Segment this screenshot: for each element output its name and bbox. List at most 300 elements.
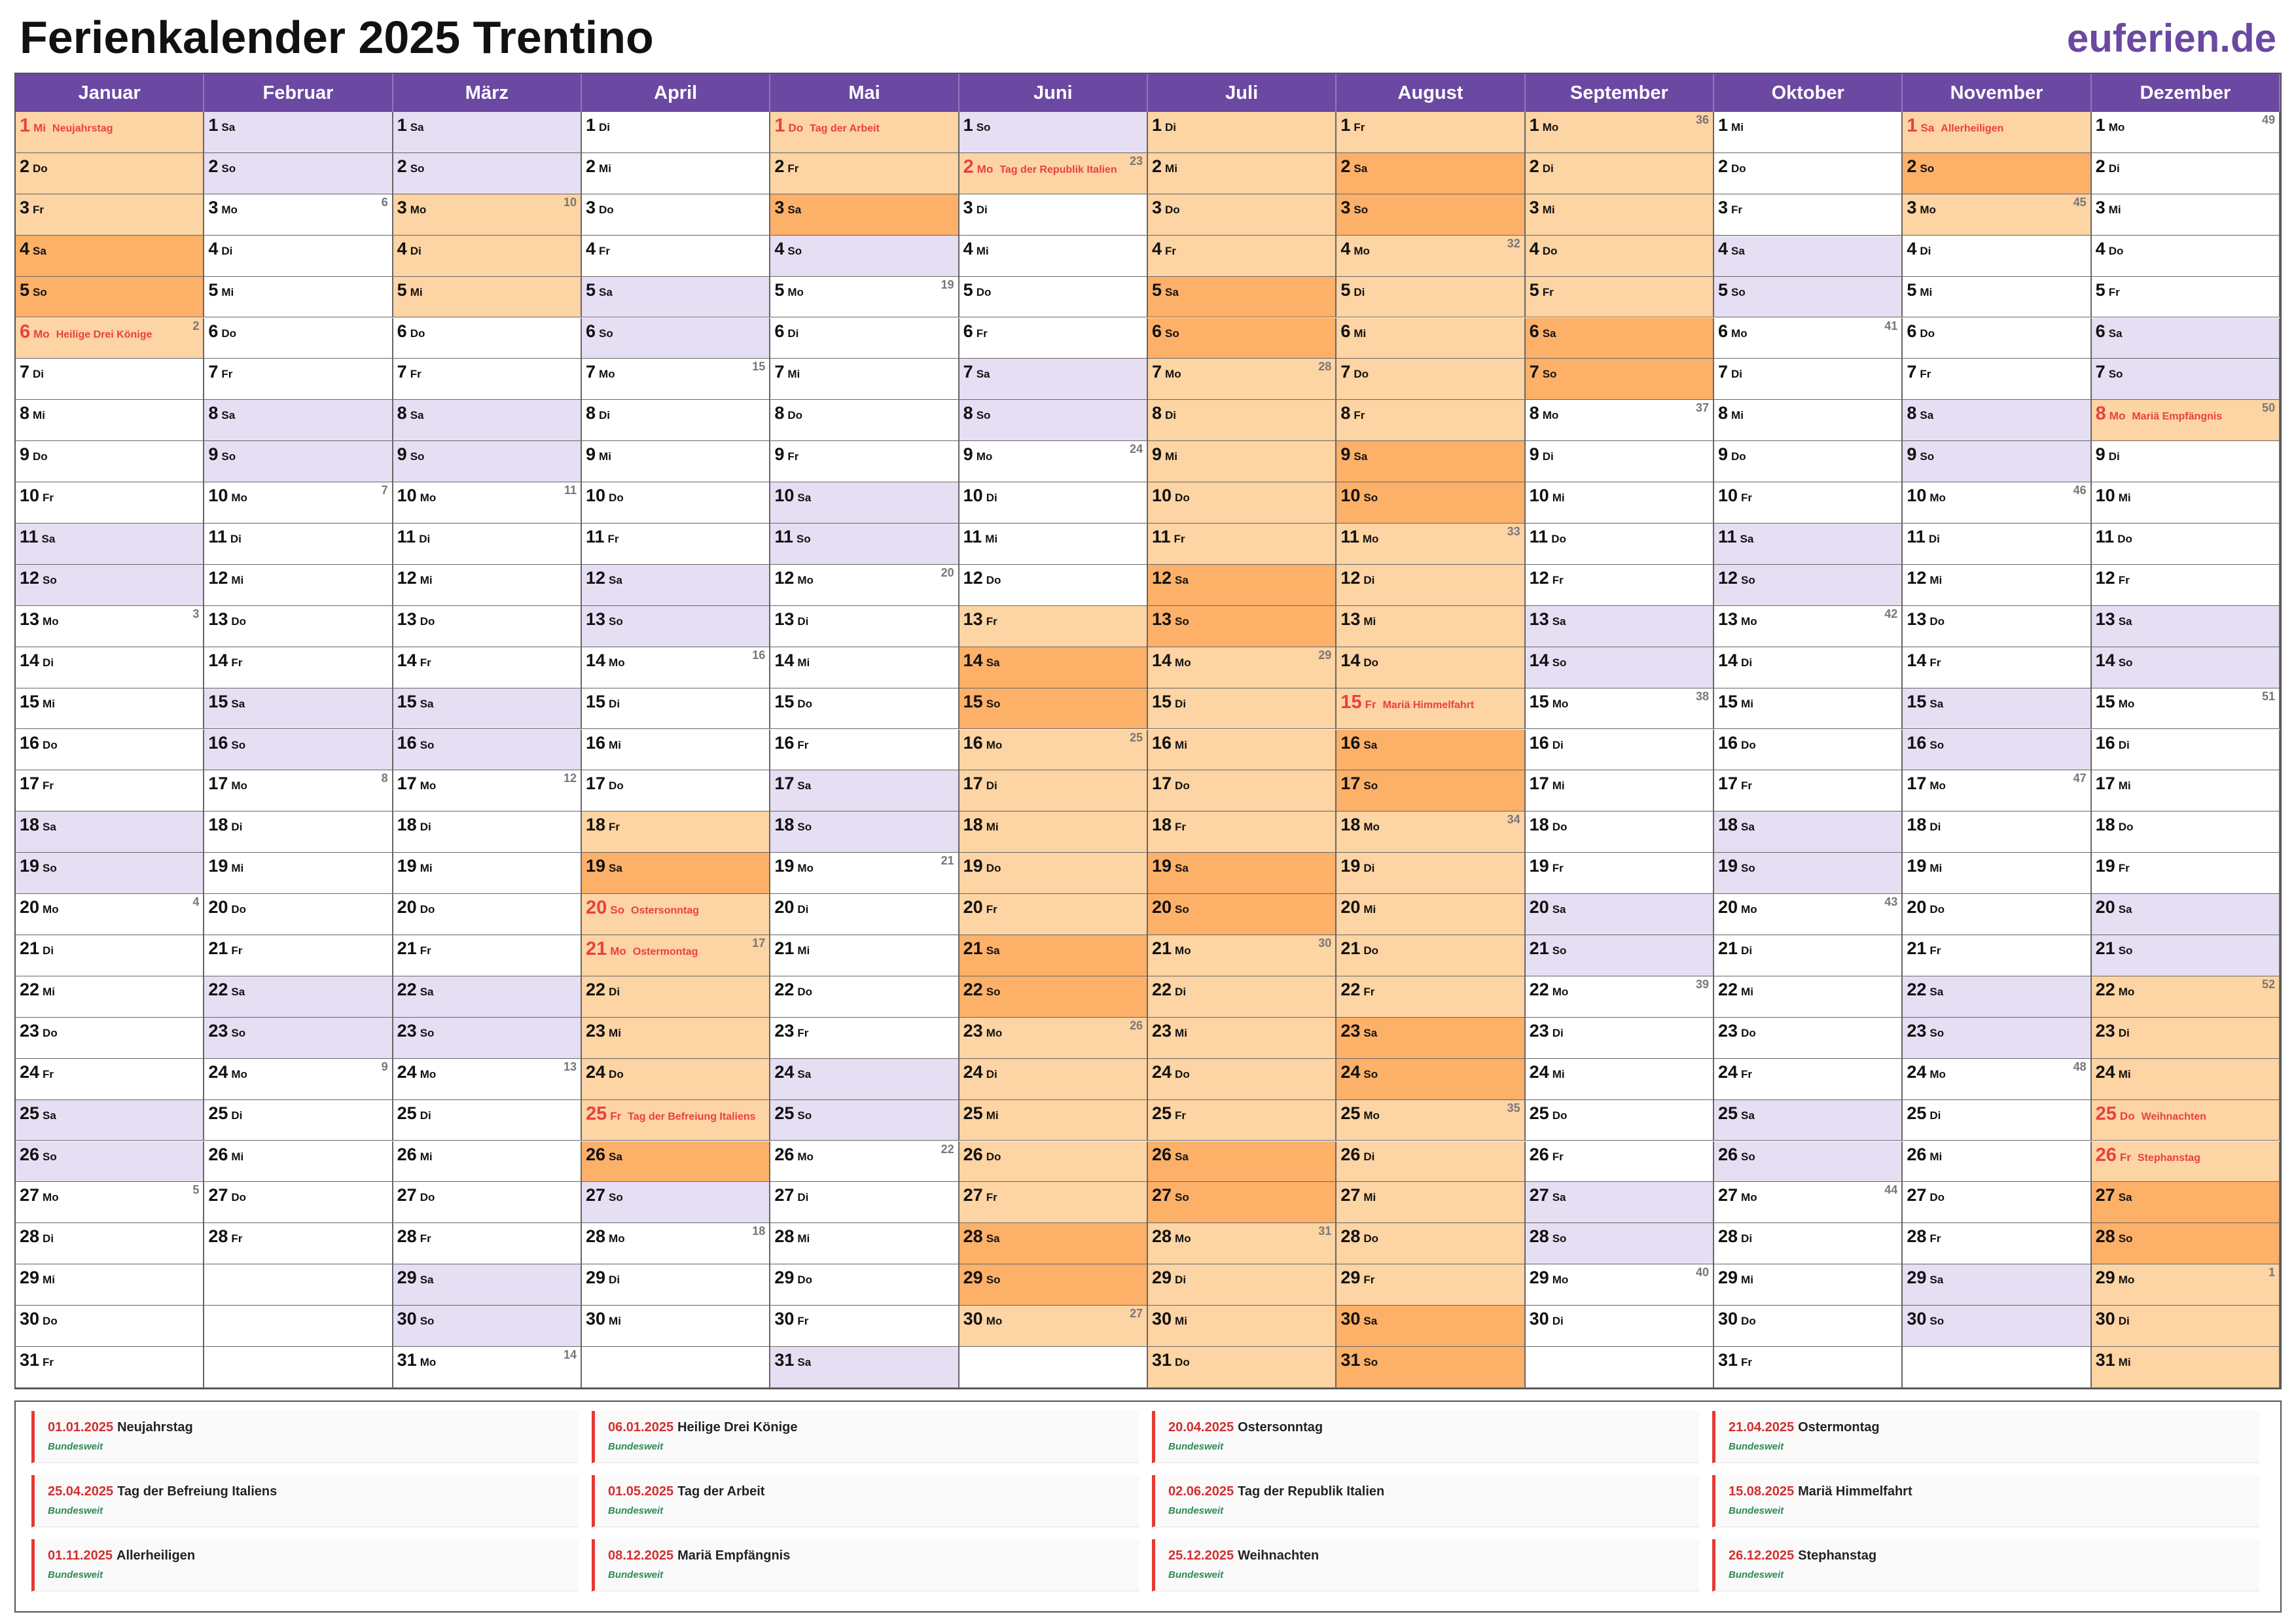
month-header: April <box>582 74 770 112</box>
day-number: 21 Sa <box>963 938 1000 958</box>
weekday-label: Di <box>230 533 242 545</box>
day-number: 8 Di <box>586 403 611 423</box>
day-cell <box>1714 812 1903 853</box>
weekday-label: So <box>420 1315 435 1328</box>
week-number: 49 <box>2261 113 2275 126</box>
day-cell <box>582 1100 770 1141</box>
weekday-label: Sa <box>1740 533 1754 545</box>
day-cell <box>770 770 959 812</box>
day-number: 31 Mo <box>397 1350 437 1370</box>
weekday-label: Sa <box>1552 903 1566 916</box>
holiday-name: Ostersonntag <box>631 905 700 917</box>
day-cell <box>960 277 1148 318</box>
empty-cell <box>1903 1347 2091 1388</box>
day-number: 8 Sa <box>397 403 424 423</box>
weekday-label: Mo <box>33 327 50 340</box>
day-number: 28 Sa <box>963 1226 1000 1247</box>
weekday-label: Do <box>43 1315 58 1328</box>
weekday-label: Sa <box>1731 244 1745 257</box>
day-cell <box>1526 812 1714 853</box>
day-cell <box>1903 1264 2091 1306</box>
day-cell <box>393 1141 582 1183</box>
weekday-label: Sa <box>33 244 46 257</box>
weekday-label: Mi <box>1929 1150 1943 1163</box>
weekday-label: Mo <box>797 862 814 875</box>
day-cell <box>960 1018 1148 1059</box>
weekday-label: Fr <box>420 656 431 669</box>
day-cell <box>1148 812 1336 853</box>
day-number: 16 Di <box>1529 732 1564 753</box>
day-cell <box>204 153 393 194</box>
day-cell <box>393 153 582 194</box>
weekday-label: Mi <box>43 1274 55 1287</box>
day-cell <box>1148 277 1336 318</box>
day-cell <box>393 359 582 400</box>
week-number: 46 <box>2073 484 2087 497</box>
day-cell <box>1714 318 1903 359</box>
day-number: 30 Di <box>1529 1309 1564 1329</box>
day-number: 20 Mo <box>20 897 59 918</box>
day-number: 6 Do <box>397 321 425 341</box>
day-cell <box>582 441 770 482</box>
day-number: 16 Fr <box>774 732 809 753</box>
day-number: 14 Mo <box>1152 650 1191 670</box>
day-cell <box>393 1100 582 1141</box>
weekday-label: Mo <box>797 1150 814 1163</box>
weekday-label: So <box>2108 368 2123 381</box>
day-number: 2 Mi <box>586 156 611 176</box>
weekday-label: Di <box>976 203 988 216</box>
day-number: 14 Mi <box>774 650 810 670</box>
weekday-label: Mo <box>1175 1232 1191 1245</box>
day-number: 13 Mo <box>20 609 59 629</box>
empty-cell <box>582 1347 770 1388</box>
day-cell <box>582 277 770 318</box>
day-number: 3 Mi <box>2095 197 2121 217</box>
weekday-label: Fr <box>610 1109 622 1122</box>
day-cell <box>1903 194 2091 236</box>
legend-region: Bundesweit <box>608 1569 664 1580</box>
day-number: 30 Do <box>20 1309 58 1329</box>
weekday-label: Mi <box>1741 1274 1753 1287</box>
weekday-label: Sa <box>420 697 434 710</box>
day-cell <box>960 935 1148 976</box>
week-number: 17 <box>752 936 766 950</box>
day-number: 19 Sa <box>1152 856 1189 876</box>
weekday-label: Do <box>609 1067 624 1080</box>
weekday-label: Fr <box>1174 533 1185 545</box>
holiday-name: Ostermontag <box>632 946 698 957</box>
day-number: 13 Do <box>208 609 247 629</box>
day-cell <box>204 894 393 935</box>
legend-holiday-name: Allerheiligen <box>117 1548 196 1563</box>
day-number: 19 Mi <box>208 856 244 876</box>
day-cell <box>1148 1347 1336 1388</box>
weekday-label: Di <box>1731 368 1743 381</box>
weekday-label: Fr <box>1175 821 1187 834</box>
day-number: 18 So <box>774 815 812 835</box>
day-cell <box>2092 1018 2280 1059</box>
day-number: 21 Mi <box>774 938 810 958</box>
weekday-label: Mo <box>986 1315 1003 1328</box>
day-cell <box>2092 194 2280 236</box>
day-cell <box>16 770 204 812</box>
empty-cell <box>204 1264 393 1306</box>
day-cell <box>204 770 393 812</box>
weekday-label: So <box>609 1191 623 1204</box>
day-cell <box>2092 112 2280 153</box>
day-number: 22 Fr <box>1340 979 1375 999</box>
day-number: 7 Di <box>20 362 45 382</box>
weekday-label: Di <box>231 1109 243 1122</box>
day-number: 17 So <box>1340 774 1378 794</box>
legend-item <box>1152 1539 1699 1592</box>
day-number: 2 Mi <box>1152 156 1177 176</box>
brand-logo[interactable]: euferien.de <box>2066 16 2276 60</box>
weekday-label: Fr <box>609 821 620 834</box>
week-number: 7 <box>381 484 388 497</box>
weekday-label: Fr <box>1741 491 1753 505</box>
day-cell <box>960 194 1148 236</box>
day-number: 14 Sa <box>963 650 1000 670</box>
weekday-label: Mi <box>2118 491 2131 505</box>
day-cell <box>960 524 1148 565</box>
weekday-label: Fr <box>221 368 233 381</box>
day-cell <box>770 976 959 1018</box>
day-number: 1 Sa <box>397 115 424 135</box>
day-cell <box>582 770 770 812</box>
day-cell <box>16 853 204 894</box>
day-cell <box>1903 770 2091 812</box>
legend-holiday-name: Tag der Befreiung Italiens <box>117 1484 278 1499</box>
day-number: 22 Mo <box>1529 979 1569 999</box>
weekday-label: Sa <box>797 1356 812 1368</box>
day-cell <box>16 524 204 565</box>
weekday-label: Mo <box>1741 615 1757 628</box>
day-cell <box>582 524 770 565</box>
legend-region: Bundesweit <box>48 1505 103 1516</box>
week-number: 40 <box>1695 1266 1709 1279</box>
weekday-label: Sa <box>221 121 236 134</box>
day-number: 20 Mo <box>1718 897 1757 918</box>
day-cell <box>204 1059 393 1100</box>
weekday-label: Do <box>1929 1191 1945 1204</box>
day-number: 15 Fr Mariä Himmelfahrt <box>1340 691 1475 713</box>
day-cell <box>582 894 770 935</box>
weekday-label: Di <box>1354 285 1365 298</box>
weekday-label: Fr <box>1365 698 1376 711</box>
day-cell <box>960 606 1148 647</box>
week-number: 24 <box>1129 442 1143 456</box>
day-cell <box>1903 730 2091 771</box>
day-cell <box>1714 524 1903 565</box>
day-cell <box>2092 565 2280 606</box>
weekday-label: Mi <box>1741 985 1753 998</box>
week-number: 30 <box>1318 936 1332 950</box>
day-number: 28 Mo <box>586 1226 625 1247</box>
day-number: 17 Di <box>963 774 997 794</box>
legend-holiday-name: Tag der Republik Italien <box>1238 1484 1385 1499</box>
day-number: 2 So <box>1907 156 1935 176</box>
day-number: 9 Mi <box>1152 444 1177 465</box>
legend-title <box>608 1484 764 1499</box>
weekday-label: Mi <box>231 1150 244 1163</box>
day-number: 19 Mi <box>1907 856 1943 876</box>
day-number: 17 Mo <box>208 774 247 794</box>
day-number: 4 Di <box>1907 238 1931 259</box>
weekday-label: Di <box>2118 738 2130 751</box>
day-cell <box>1148 236 1336 277</box>
day-number: 17 Do <box>586 774 624 794</box>
day-number: 9 Di <box>2095 444 2120 465</box>
day-cell <box>1526 1264 1714 1306</box>
day-number: 12 So <box>1718 567 1755 588</box>
day-number: 27 Do <box>397 1185 435 1205</box>
day-number: 2 Di <box>2095 156 2120 176</box>
legend-holiday-name: Ostermontag <box>1798 1420 1880 1435</box>
weekday-label: Di <box>43 656 54 669</box>
day-cell <box>960 482 1148 524</box>
day-cell <box>960 236 1148 277</box>
day-cell <box>770 730 959 771</box>
day-cell <box>393 1182 582 1223</box>
day-cell <box>2092 441 2280 482</box>
weekday-label: Mo <box>1175 944 1191 957</box>
week-number: 45 <box>2073 195 2087 209</box>
month-header: September <box>1526 74 1714 112</box>
day-cell <box>1903 277 2091 318</box>
day-number: 29 Sa <box>1907 1268 1944 1288</box>
day-number: 30 Di <box>2095 1309 2130 1329</box>
day-number: 23 Mo <box>963 1020 1003 1041</box>
weekday-label: Mo <box>1929 1067 1946 1080</box>
weekday-label: Di <box>33 368 45 381</box>
day-number: 5 Mi <box>397 279 423 300</box>
day-number: 21 Fr <box>397 938 431 958</box>
week-number: 15 <box>752 360 766 374</box>
day-cell <box>1526 482 1714 524</box>
weekday-label: Mo <box>231 1067 247 1080</box>
weekday-label: Mo <box>1165 368 1181 381</box>
day-cell <box>582 1264 770 1306</box>
day-number: 22 Do <box>774 979 813 999</box>
day-cell <box>393 894 582 935</box>
day-number: 24 Sa <box>774 1061 812 1082</box>
day-number: 8 Sa <box>1907 403 1934 423</box>
day-cell <box>770 1306 959 1347</box>
weekday-label: Mo <box>231 491 247 505</box>
day-number: 2 Do <box>20 156 48 176</box>
day-number: 1 Di <box>1152 115 1177 135</box>
week-number: 13 <box>563 1060 577 1073</box>
day-number: 19 So <box>20 856 57 876</box>
legend-holiday-name: Neujahrstag <box>117 1420 193 1435</box>
legend-item <box>1712 1475 2259 1527</box>
weekday-label: Sa <box>43 821 56 834</box>
weekday-label: So <box>1929 1315 1945 1328</box>
day-cell <box>960 688 1148 730</box>
day-cell <box>393 1018 582 1059</box>
day-cell <box>960 565 1148 606</box>
day-number: 19 Sa <box>586 856 622 876</box>
weekday-label: Mo <box>2118 985 2135 998</box>
weekday-label: So <box>609 615 623 628</box>
day-number: 15 Do <box>774 691 813 711</box>
day-cell <box>770 1018 959 1059</box>
day-number: 28 So <box>2095 1226 2133 1247</box>
day-cell <box>770 400 959 441</box>
day-number: 9 Di <box>1529 444 1554 465</box>
day-number: 27 Do <box>1907 1185 1945 1205</box>
day-number: 2 Do <box>1718 156 1746 176</box>
weekday-label: Mo <box>1542 121 1559 134</box>
weekday-label: Do <box>1363 656 1379 669</box>
day-number: 19 So <box>1718 856 1755 876</box>
day-number: 1 Mi Neujahrstag <box>20 115 113 136</box>
week-number: 1 <box>2268 1266 2275 1279</box>
week-number: 18 <box>752 1224 766 1238</box>
weekday-label: Mi <box>1363 615 1376 628</box>
day-cell <box>1336 976 1525 1018</box>
day-cell <box>393 647 582 688</box>
day-number: 13 Mi <box>1340 609 1376 629</box>
day-cell <box>204 1018 393 1059</box>
day-number: 29 Di <box>586 1268 620 1288</box>
weekday-label: Fr <box>420 1232 431 1245</box>
weekday-label: Mi <box>43 985 55 998</box>
day-cell <box>1148 894 1336 935</box>
weekday-label: Do <box>1552 821 1568 834</box>
day-cell <box>16 565 204 606</box>
day-cell <box>1526 318 1714 359</box>
day-cell <box>770 277 959 318</box>
day-cell <box>204 359 393 400</box>
weekday-label: Mo <box>1920 203 1936 216</box>
day-number: 13 Do <box>1907 609 1945 629</box>
day-cell <box>960 976 1148 1018</box>
day-cell <box>16 1018 204 1059</box>
week-number: 19 <box>941 277 954 291</box>
weekday-label: Sa <box>609 573 622 586</box>
day-number: 31 Mi <box>2095 1350 2131 1370</box>
day-cell <box>16 482 204 524</box>
day-cell <box>960 1100 1148 1141</box>
weekday-label: Mo <box>221 203 238 216</box>
week-number: 3 <box>192 607 200 620</box>
day-cell <box>1714 1018 1903 1059</box>
weekday-label: Fr <box>2119 1150 2131 1164</box>
day-number: 18 Fr <box>1152 815 1187 835</box>
day-cell <box>2092 688 2280 730</box>
day-cell <box>1148 647 1336 688</box>
weekday-label: Do <box>420 615 435 628</box>
day-number: 17 Mo <box>397 774 437 794</box>
day-number: 3 Do <box>1152 197 1180 217</box>
weekday-label: So <box>1363 491 1378 505</box>
day-cell <box>1526 1182 1714 1223</box>
weekday-label: Fr <box>1552 573 1564 586</box>
day-cell <box>1148 1182 1336 1223</box>
weekday-label: Mo <box>976 450 993 463</box>
day-cell <box>1148 976 1336 1018</box>
weekday-label: Mi <box>2118 1356 2131 1368</box>
weekday-label: Mo <box>1363 1109 1380 1122</box>
day-cell <box>1336 441 1525 482</box>
day-number: 15 Di <box>1152 691 1187 711</box>
weekday-label: Do <box>33 162 48 175</box>
day-number: 14 Do <box>1340 650 1379 670</box>
weekday-label: Di <box>221 244 233 257</box>
day-cell <box>1336 853 1525 894</box>
weekday-label: Di <box>1552 1315 1564 1328</box>
month-header: Januar <box>16 74 204 112</box>
weekday-label: Do <box>2118 821 2134 834</box>
day-cell <box>1336 112 1525 153</box>
holiday-name: Mariä Empfängnis <box>2132 411 2223 423</box>
holiday-name: Stephanstag <box>2137 1152 2200 1164</box>
weekday-label: Fr <box>1354 409 1365 422</box>
weekday-label: Di <box>609 1274 620 1287</box>
weekday-label: Do <box>221 327 237 340</box>
weekday-label: Sa <box>787 203 802 216</box>
weekday-label: Fr <box>1165 244 1177 257</box>
weekday-label: Sa <box>1542 327 1556 340</box>
weekday-label: Sa <box>410 409 424 422</box>
day-cell <box>1714 277 1903 318</box>
legend-date: 08.12.2025 <box>608 1548 674 1563</box>
weekday-label: Sa <box>2108 327 2123 340</box>
weekday-label: Mi <box>1363 1191 1376 1204</box>
day-cell <box>582 400 770 441</box>
day-number: 6 Do <box>1907 321 1935 341</box>
weekday-label: So <box>410 162 425 175</box>
day-cell <box>1148 730 1336 771</box>
weekday-label: So <box>797 1109 812 1122</box>
day-cell <box>582 853 770 894</box>
holiday-name: Mariä Himmelfahrt <box>1382 699 1475 711</box>
weekday-label: So <box>1741 1150 1755 1163</box>
day-cell <box>1903 812 2091 853</box>
weekday-label: Sa <box>41 533 56 545</box>
day-cell <box>960 894 1148 935</box>
day-number: 18 Mo <box>1340 815 1380 835</box>
day-number: 24 Mi <box>2095 1061 2131 1082</box>
weekday-label: Do <box>986 573 1001 586</box>
day-number: 26 Fr <box>1529 1144 1564 1164</box>
day-number: 10 Mi <box>1529 486 1565 506</box>
legend-date: 01.01.2025 <box>48 1420 114 1435</box>
legend-title <box>1168 1420 1323 1435</box>
day-cell <box>1148 318 1336 359</box>
day-cell <box>1526 565 1714 606</box>
weekday-label: Di <box>1741 1232 1753 1245</box>
week-number: 31 <box>1318 1224 1332 1238</box>
weekday-label: So <box>43 862 57 875</box>
day-number: 11 Mo <box>1340 527 1379 546</box>
day-number: 7 Mo <box>586 362 615 382</box>
day-cell <box>1526 441 1714 482</box>
day-number: 4 Fr <box>586 238 611 259</box>
weekday-label: Mi <box>1175 1315 1187 1328</box>
day-number: 29 Mi <box>20 1268 55 1288</box>
month-header: März <box>393 74 582 112</box>
day-cell <box>1336 1223 1525 1264</box>
weekday-label: Fr <box>607 533 619 545</box>
day-number: 27 Mo <box>20 1185 59 1205</box>
legend-title <box>608 1548 790 1563</box>
day-number: 18 Di <box>1907 815 1941 835</box>
weekday-label: So <box>1175 1191 1189 1204</box>
